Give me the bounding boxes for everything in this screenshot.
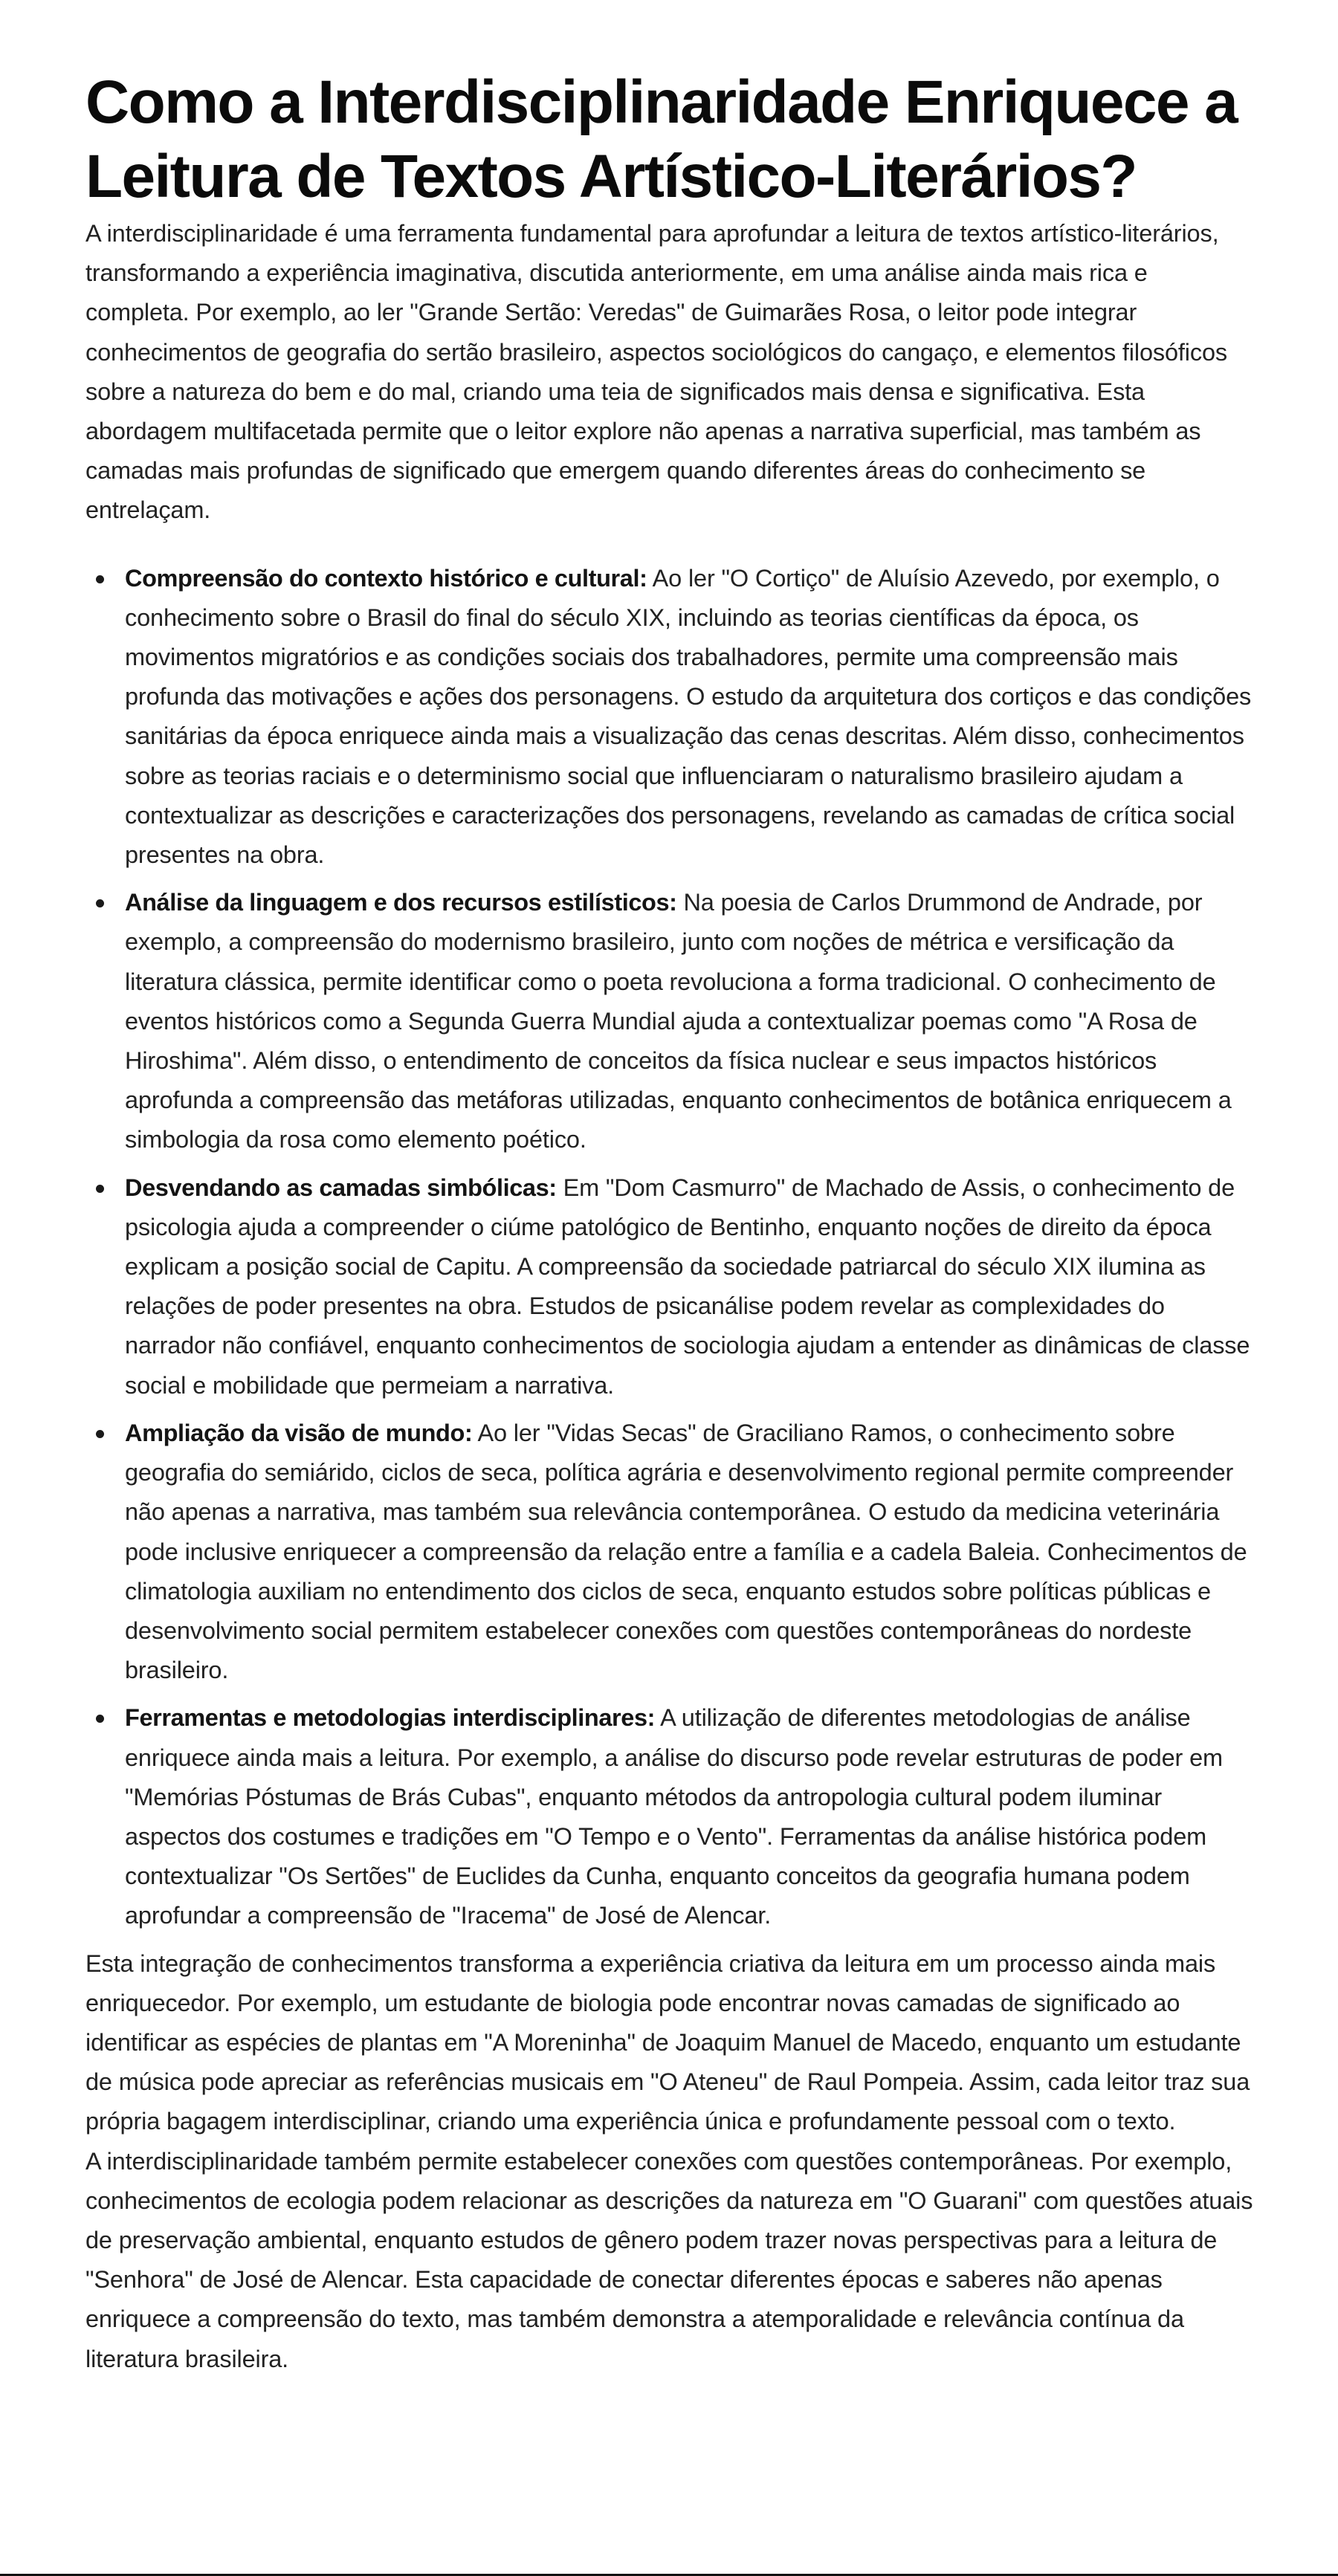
list-item-text: Na poesia de Carlos Drummond de Andrade, por exemplo, a compreensão do modernismo brasileiro, junto com noções de métrica e versificação da literatura clássica, permite identificar como o poeta revoluciona a forma tradicional. O conhecimento de eventos históricos como a Segunda Guerra Mundial ajuda a contextualizar poemas como "A Rosa de Hiroshima". Além disso, o entendimento de conceitos da física nuclear e seus impactos históricos aprofunda a compreensão das metáforas utilizadas, enquanto conhecimentos de botânica enriquecem a simbologia da rosa como elemento poético. [125, 889, 1232, 1153]
bullet-icon [96, 899, 104, 907]
list-item-heading: Análise da linguagem e dos recursos estilísticos: [125, 889, 677, 916]
bullet-icon [96, 575, 104, 583]
key-points-list [85, 559, 1256, 1936]
list-item [85, 883, 1256, 1159]
list-item-heading: Desvendando as camadas simbólicas: [125, 1174, 557, 1201]
list-item-heading: Ampliação da visão de mundo: [125, 1419, 473, 1446]
list-item [85, 1414, 1256, 1690]
list-item-heading: Compreensão do contexto histórico e cultural: [125, 564, 647, 592]
list-item-text: Ao ler "O Cortiço" de Aluísio Azevedo, por exemplo, o conhecimento sobre o Brasil do final do século XIX, incluindo as teorias científicas da época, os movimentos migratórios e as condições sociais dos trabalhadores, permite uma compreensão mais profunda das motivações e ações dos personagens. O estudo da arquitetura dos cortiços e das condições sanitárias da época enriquece ainda mais a visualização das cenas descritas. Além disso, conhecimentos sobre as teorias raciais e o determinismo social que influenciaram o naturalismo brasileiro ajudam a contextualizar as descrições e caracterizações dos personagens, revelando as camadas de crítica social presentes na obra. [125, 564, 1252, 869]
article [85, 65, 1256, 2379]
list-item-text: A utilização de diferentes metodologias de análise enriquece ainda mais a leitura. Por exemplo, a análise do discurso pode revelar estruturas de poder em "Memórias Póstumas de Brás Cubas", enquanto métodos da antropologia cultural podem iluminar aspectos dos costumes e tradições em "O Tempo e o Vento". Ferramentas da análise histórica podem contextualizar "Os Sertões" de Euclides da Cunha, enquanto conceitos da geografia humana podem aprofundar a compreensão de "Iracema" de José de Alencar. [125, 1704, 1223, 1929]
contemporary-paragraph: A interdisciplinaridade também permite estabelecer conexões com questões contemporâneas. Por exemplo, conhecimentos de ecologia podem relacionar as descrições da natureza em "O Guarani" com questões atuais de preservação ambiental, enquanto estudos de gênero podem trazer novas perspectivas para a leitura de "Senhora" de José de Alencar. Esta capacidade de conectar diferentes épocas e saberes não apenas enriquece a compreensão do texto, mas também demonstra a atemporalidade e relevância contínua da literatura brasileira. [85, 2147, 1253, 2372]
list-item-heading: Ferramentas e metodologias interdisciplinares: [125, 1704, 656, 1732]
bullet-icon [96, 1430, 104, 1438]
integration-paragraph: Esta integração de conhecimentos transforma a experiência criativa da leitura em um processo ainda mais enriquecedor. Por exemplo, um estudante de biologia pode encontrar novas camadas de significado ao identificar as espécies de plantas em "A Moreninha" de Joaquim Manuel de Macedo, enquanto um estudante de música pode apreciar as referências musicais em "O Ateneu" de Raul Pompeia. Assim, cada leitor traz sua própria bagagem interdisciplinar, criando uma experiência única e profundamente pessoal com o texto. [85, 1949, 1250, 2135]
bullet-icon [96, 1185, 104, 1193]
intro-paragraph: A interdisciplinaridade é uma ferramenta fundamental para aprofundar a leitura de textos artístico-literários, transformando a experiência imaginativa, discutida anteriormente, em uma análise ainda mais rica e completa. Por exemplo, ao ler "Grande Sertão: Veredas" de Guimarães Rosa, o leitor pode integrar conhecimentos de geografia do sertão brasileiro, aspectos sociológicos do cangaço, e elementos filosóficos sobre a natureza do bem e do mal, criando uma teia de significados mais densa e significativa. Esta abordagem multifacetada permite que o leitor explore não apenas a narrativa superficial, mas também as camadas mais profundas de significado que emergem quando diferentes áreas do conhecimento se entrelaçam. [85, 220, 1227, 524]
list-item [85, 559, 1256, 876]
list-item [85, 1168, 1256, 1405]
list-item-text: Ao ler "Vidas Secas" de Graciliano Ramos, o conhecimento sobre geografia do semiárido, ciclos de seca, política agrária e desenvolvimento regional permite compreender não apenas a narrativa, mas também sua relevância contemporânea. O estudo da medicina veterinária pode inclusive enriquecer a compreensão da relação entre a família e a cadela Baleia. Conhecimentos de climatologia auxiliam no entendimento dos ciclos de seca, enquanto estudos sobre políticas públicas e desenvolvimento social permitem estabelecer conexões com questões contemporâneas do nordeste brasileiro. [125, 1419, 1247, 1684]
list-item-text: Em "Dom Casmurro" de Machado de Assis, o conhecimento de psicologia ajuda a compreender o ciúme patológico de Bentinho, enquanto noções de direito da época explicam a posição social de Capitu. A compreensão da sociedade patriarcal do século XIX ilumina as relações de poder presentes na obra. Estudos de psicanálise podem revelar as complexidades do narrador não confiável, enquanto conhecimentos de sociologia ajudam a entender as dinâmicas de classe social e mobilidade que permeiam a narrativa. [125, 1174, 1250, 1399]
page-title: Como a Interdisciplinaridade Enriquece a Leitura de Textos Artístico-Literários? [85, 68, 1238, 210]
bullet-icon [96, 1715, 104, 1723]
list-item [85, 1698, 1256, 1935]
